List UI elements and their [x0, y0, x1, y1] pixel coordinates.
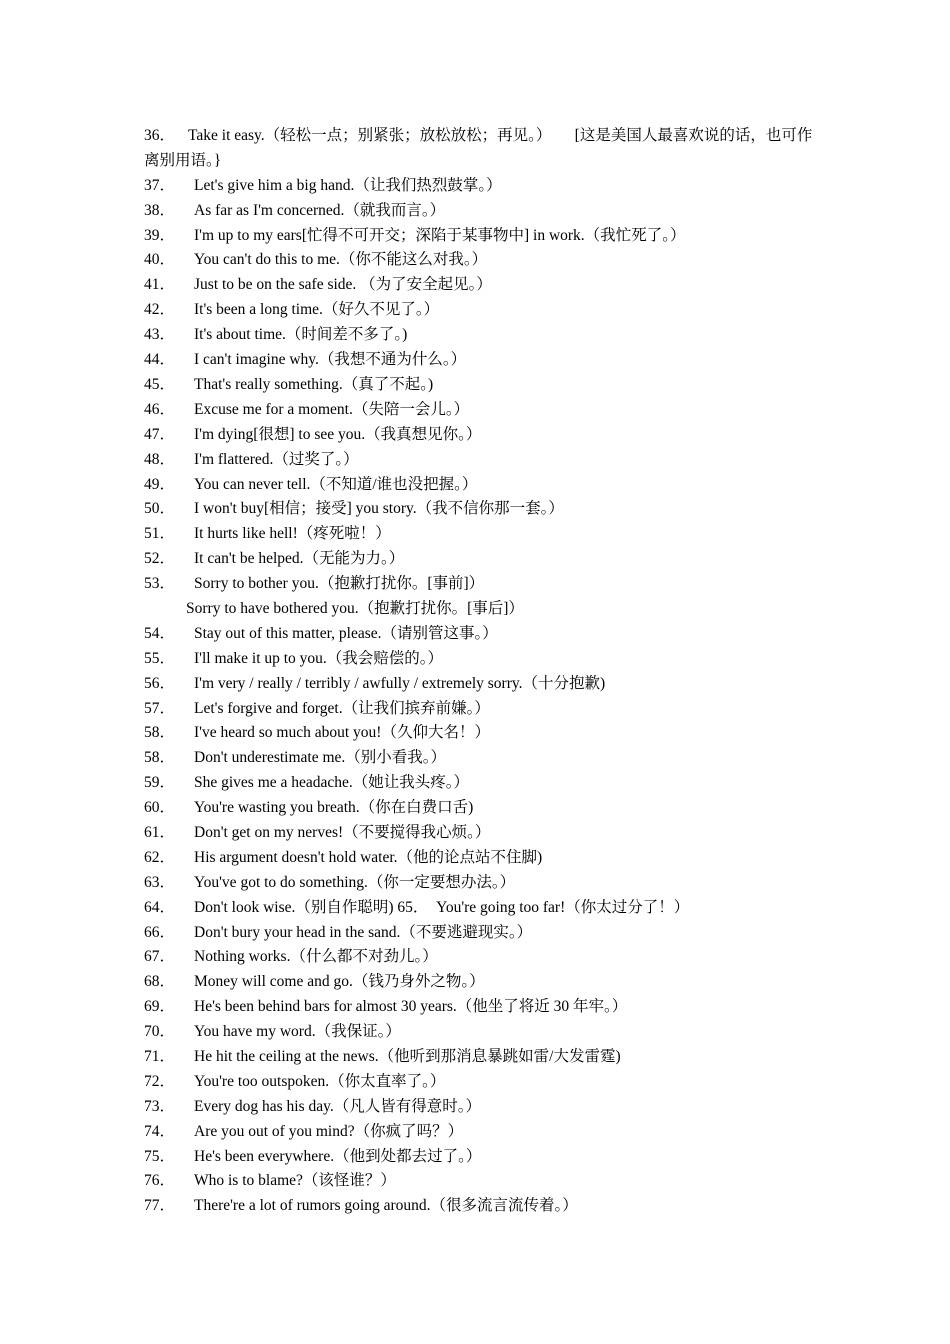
phrase-number: 50． — [144, 500, 176, 518]
phrase-number: 73． — [144, 1097, 176, 1115]
phrase-item — [144, 1045, 824, 1070]
phrase-number: 76． — [144, 1172, 176, 1190]
phrase-text: Money will come and go.（钱乃身外之物。） — [194, 973, 485, 991]
phrase-number: 68． — [144, 973, 176, 991]
phrase-number: 53． — [144, 575, 176, 593]
phrase-text: Don't bury your head in the sand.（不要逃避现实。） — [194, 923, 533, 941]
phrase-item — [144, 423, 824, 448]
phrase-number: 39． — [144, 226, 176, 244]
phrase-number: 37． — [144, 176, 176, 194]
phrase-item — [144, 995, 824, 1020]
phrase-text: There're a lot of rumors going around.（很多流言流传着。） — [194, 1197, 578, 1215]
phrase-text: She gives me a headache.（她让我头疼。） — [194, 774, 470, 792]
phrase-item — [144, 1194, 824, 1219]
phrase-text: He's been everywhere.（他到处都去过了。） — [194, 1147, 482, 1165]
phrase-item — [144, 821, 824, 846]
phrase-text: Let's forgive and forget.（让我们摈弃前嫌。） — [194, 699, 490, 717]
phrase-item — [144, 1145, 824, 1170]
phrase-number: 54． — [144, 624, 176, 642]
phrase-number: 64． — [144, 898, 176, 916]
phrase-text: You've got to do something.（你一定要想办法。） — [194, 873, 516, 891]
phrase-item — [144, 497, 824, 522]
phrase-number: 40． — [144, 251, 176, 269]
phrase-text: Are you out of you mind?（你疯了吗？） — [194, 1122, 464, 1140]
phrase-text: Sorry to bother you.（抱歉打扰你。[事前]） — [194, 575, 485, 593]
phrase-text: It's been a long time.（好久不见了。） — [194, 301, 440, 319]
phrase-list — [144, 124, 824, 1219]
phrase-number: 48． — [144, 450, 176, 468]
phrase-number: 36． — [144, 127, 176, 144]
phrase-text: Don't get on my nerves!（不要搅得我心烦。） — [194, 823, 491, 841]
phrase-item — [144, 647, 824, 672]
phrase-number: 43． — [144, 326, 176, 344]
phrase-number: 75． — [144, 1147, 176, 1165]
phrase-item — [144, 796, 824, 821]
phrase-item — [144, 174, 824, 199]
phrase-number: 58． — [144, 749, 176, 767]
phrase-item — [144, 1169, 824, 1194]
phrase-text: You can never tell.（不知道/谁也没把握。） — [194, 475, 478, 493]
phrase-text: Just to be on the safe side. （为了安全起见。） — [194, 276, 492, 294]
phrase-item — [144, 572, 824, 597]
phrase-number: 55． — [144, 649, 176, 667]
phrase-text: Sorry to have bothered you.（抱歉打扰你。[事后]） — [186, 599, 524, 617]
phrase-text: Excuse me for a moment.（失陪一会儿。） — [194, 400, 470, 418]
phrase-item — [144, 348, 824, 373]
phrase-item — [144, 1020, 824, 1045]
phrase-item — [144, 896, 824, 921]
phrase-text: His argument doesn't hold water.（他的论点站不住脚) — [194, 848, 543, 866]
phrase-item — [144, 448, 824, 473]
phrase-item — [144, 771, 824, 796]
phrase-item — [144, 1070, 824, 1095]
phrase-item — [144, 970, 824, 995]
phrase-item — [144, 199, 824, 224]
phrase-number: 67． — [144, 948, 176, 966]
phrase-item — [144, 746, 824, 771]
phrase-number: 49． — [144, 475, 176, 493]
phrase-text: I'm dying[很想] to see you.（我真想见你。） — [194, 425, 482, 443]
phrase-item — [144, 522, 824, 547]
phrase-number: 38． — [144, 201, 176, 219]
phrase-number: 47． — [144, 425, 176, 443]
phrase-number: 71． — [144, 1047, 176, 1065]
phrase-text: You have my word.（我保证。） — [194, 1023, 401, 1041]
phrase-item — [144, 597, 824, 622]
phrase-text: That's really something.（真了不起。) — [194, 375, 434, 393]
phrase-item — [144, 323, 824, 348]
phrase-item — [144, 547, 824, 572]
phrase-item — [144, 373, 824, 398]
phrase-text: Let's give him a big hand.（让我们热烈鼓掌。） — [194, 176, 502, 194]
phrase-number: 59． — [144, 774, 176, 792]
phrase-text: I'm flattered.（过奖了。） — [194, 450, 359, 468]
phrase-item — [144, 721, 824, 746]
phrase-item — [144, 124, 824, 174]
phrase-text: I won't buy[相信；接受] you story.（我不信你那一套。） — [194, 500, 564, 518]
phrase-item — [144, 697, 824, 722]
phrase-number: 58． — [144, 724, 176, 742]
phrase-item — [144, 224, 824, 249]
phrase-text: You can't do this to me.（你不能这么对我。） — [194, 251, 488, 269]
phrase-text: It's about time.（时间差不多了。) — [194, 326, 408, 344]
phrase-item — [144, 473, 824, 498]
phrase-number: 61． — [144, 823, 176, 841]
phrase-number: 41． — [144, 276, 176, 294]
phrase-text: I'm up to my ears[忙得不可开交；深陷于某事物中] in work.（我忙死了。） — [194, 226, 686, 244]
phrase-text: Who is to blame?（该怪谁？） — [194, 1172, 396, 1190]
phrase-text: You're too outspoken.（你太直率了。） — [194, 1072, 446, 1090]
phrase-number: 72． — [144, 1072, 176, 1090]
phrase-number: 46． — [144, 400, 176, 418]
phrase-text: It can't be helped.（无能为力。） — [194, 550, 405, 568]
phrase-item — [144, 398, 824, 423]
phrase-text: Nothing works.（什么都不对劲儿。） — [194, 948, 438, 966]
phrase-text: Don't underestimate me.（别小看我。） — [194, 749, 447, 767]
phrase-item — [144, 945, 824, 970]
phrase-number: 56． — [144, 674, 176, 692]
phrase-item — [144, 921, 824, 946]
phrase-item — [144, 622, 824, 647]
phrase-text: I can't imagine why.（我想不通为什么。） — [194, 351, 467, 369]
phrase-item — [144, 672, 824, 697]
phrase-number: 69． — [144, 998, 176, 1016]
phrase-text: I've heard so much about you!（久仰大名！） — [194, 724, 490, 742]
phrase-number: 66． — [144, 923, 176, 941]
phrase-item — [144, 1120, 824, 1145]
phrase-number: 42． — [144, 301, 176, 319]
phrase-item — [144, 273, 824, 298]
phrase-number: 52． — [144, 550, 176, 568]
phrase-text: Stay out of this matter, please.（请别管这事。） — [194, 624, 498, 642]
phrase-text: It hurts like hell!（疼死啦！） — [194, 525, 391, 543]
phrase-number: 63． — [144, 873, 176, 891]
phrase-item — [144, 248, 824, 273]
phrase-text: He hit the ceiling at the news.（他听到那消息暴跳如雷/大发雷霆) — [194, 1047, 621, 1065]
phrase-number: 74． — [144, 1122, 176, 1140]
phrase-text: As far as I'm concerned.（就我而言。） — [194, 201, 446, 219]
phrase-text: I'll make it up to you.（我会赔偿的。） — [194, 649, 444, 667]
phrase-number: 51． — [144, 525, 176, 543]
phrase-item — [144, 1095, 824, 1120]
phrase-number: 44． — [144, 351, 176, 369]
phrase-text: I'm very / really / terribly / awfully / extremely sorry.（十分抱歉) — [194, 674, 606, 692]
phrase-text: He's been behind bars for almost 30 years.（他坐了将近 30 年牢。） — [194, 998, 628, 1016]
phrase-number: 62． — [144, 848, 176, 866]
phrase-text: Don't look wise.（别自作聪明) 65． You're going too far!（你太过分了！） — [194, 898, 690, 916]
phrase-item — [144, 871, 824, 896]
phrase-number: 45． — [144, 375, 176, 393]
phrase-item — [144, 298, 824, 323]
phrase-number: 70． — [144, 1023, 176, 1041]
phrase-text: Take it easy.（轻松一点；别紧张；放松放松；再见。） [这是美国人最喜欢说的话，也可作离别用语。} — [144, 127, 813, 169]
phrase-number: 60． — [144, 799, 176, 817]
phrase-number: 77． — [144, 1197, 176, 1215]
phrase-text: You're wasting you breath.（你在白费口舌) — [194, 799, 474, 817]
phrase-text: Every dog has his day.（凡人皆有得意时。） — [194, 1097, 482, 1115]
phrase-number: 57． — [144, 699, 176, 717]
phrase-item — [144, 846, 824, 871]
